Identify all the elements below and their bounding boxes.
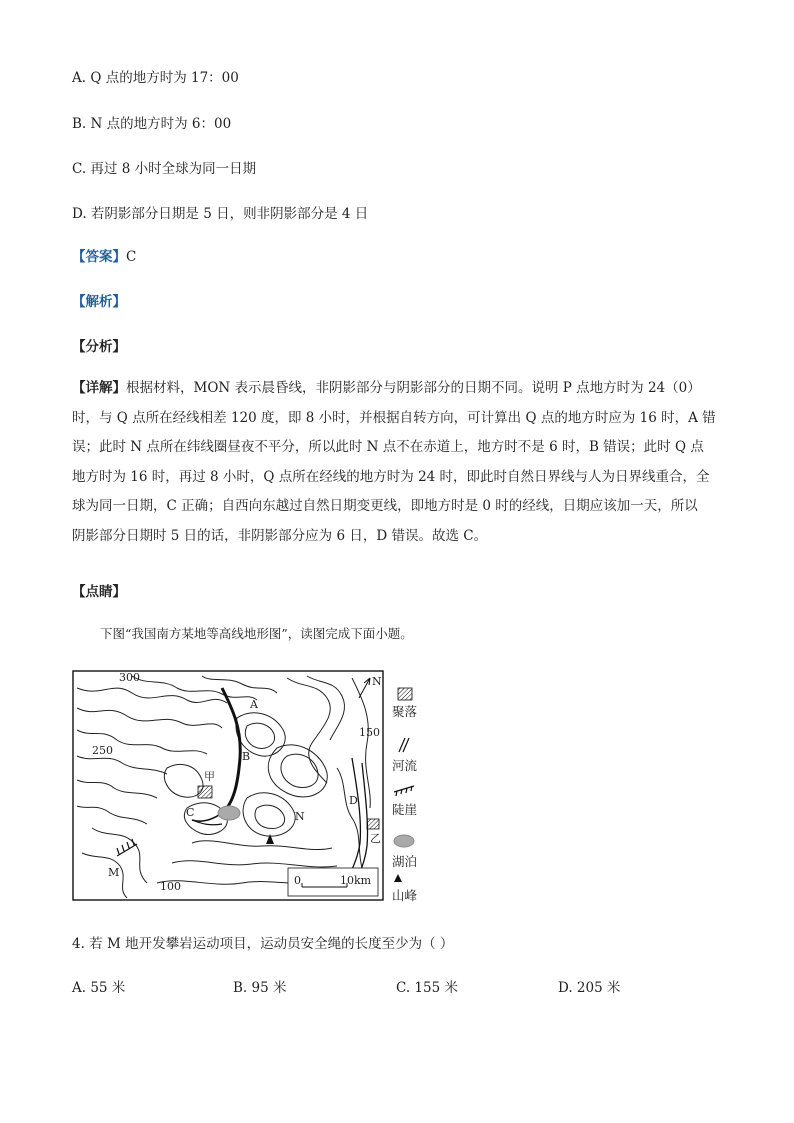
detail-line: 时，与 Q 点所在经线相差 120 度，即 8 小时，并根据自转方向，可计算出 Q 点的地方时应为 16 时，A 错 [72,409,716,426]
legend-lake-icon [394,835,414,847]
settlement-jia [198,786,212,798]
analysis-tag: 【解析】 [72,294,126,310]
option-c: C. 再过 8 小时全球为同一日期 [72,161,257,177]
analysis-heading [72,290,126,310]
fenxi-heading: 【分析】 [72,339,126,355]
settlement-yi [367,819,379,829]
legend-cliff: 陡崖 [392,802,418,817]
legend-settlement: 聚落 [392,704,418,719]
legend [392,688,418,903]
legend-lake: 湖泊 [392,854,418,869]
scale-length: 10km [340,874,372,887]
detail-line: 球为同一日期，C 正确；自西向东越过自然日期变更线，即地方时是 0 时的经线，日期应该加一天，所以 [72,498,698,514]
q4-option-a: A. 55 米 [72,980,126,996]
detail-line: 阴影部分日期时 5 日的话，非阴影部分应为 6 日，D 错误。故选 C。 [72,527,488,544]
label-jia: 甲 [204,770,215,783]
detail-paragraph [72,374,722,551]
q4-option-b: B. 95 米 [233,980,287,996]
dianjing-heading: 【点睛】 [72,584,126,600]
label-c: C [186,806,195,819]
label-n: N [295,810,305,823]
legend-river: 河流 [392,758,418,773]
detail-line: 根据材料，MON 表示晨昏线，非阴影部分与阴影部分的日期不同。说明 P 点地方时为 24（0） [126,380,701,396]
contour-map [72,668,432,904]
answer-tag: 【答案】 [72,249,126,265]
question-4-stem: 4. 若 M 地开发攀岩运动项目，运动员安全绳的长度至少为（ ） [72,936,454,952]
contour-label-100: 100 [160,880,181,893]
detail-line: 误；此时 N 点所在纬线圈昼夜不平分，所以此时 N 点不在赤道上，地方时不是 6 时，B 错误；此时 Q 点 [72,439,704,455]
option-a: A. Q 点的地方时为 17：00 [72,70,239,86]
contour-label-300: 300 [119,671,140,684]
option-b: B. N 点的地方时为 6：00 [72,116,232,132]
lake [218,806,240,820]
q4-option-d: D. 205 米 [558,980,621,996]
contour-label-150: 150 [359,726,380,739]
label-d: D [349,794,358,807]
figure-intro: 下图“我国南方某地等高线地形图”，读图完成下面小题。 [100,626,413,641]
detail-line: 地方时为 16 时，再过 8 小时，Q 点所在经线的地方时为 24 时，即此时自然日界线与人为日界线重合，全 [72,468,710,485]
legend-settlement-icon [398,688,412,700]
legend-cliff-icon [394,786,414,796]
detail-tag: 【详解】 [72,380,126,396]
legend-peak-icon [394,874,402,882]
label-yi: 乙 [370,832,381,845]
contour-label-250: 250 [92,744,113,757]
north-label: N [372,675,382,688]
scale-zero: 0 [294,874,301,887]
legend-peak: 山峰 [392,888,418,903]
label-b: B [242,750,251,763]
legend-river-icon [399,738,409,752]
label-a: A [250,698,258,711]
option-d: D. 若阴影部分日期是 5 日，则非阴影部分是 4 日 [72,206,369,222]
q4-option-c: C. 155 米 [396,980,458,996]
answer-value: C [126,249,137,265]
answer-line [72,245,136,265]
label-m: M [108,866,120,879]
